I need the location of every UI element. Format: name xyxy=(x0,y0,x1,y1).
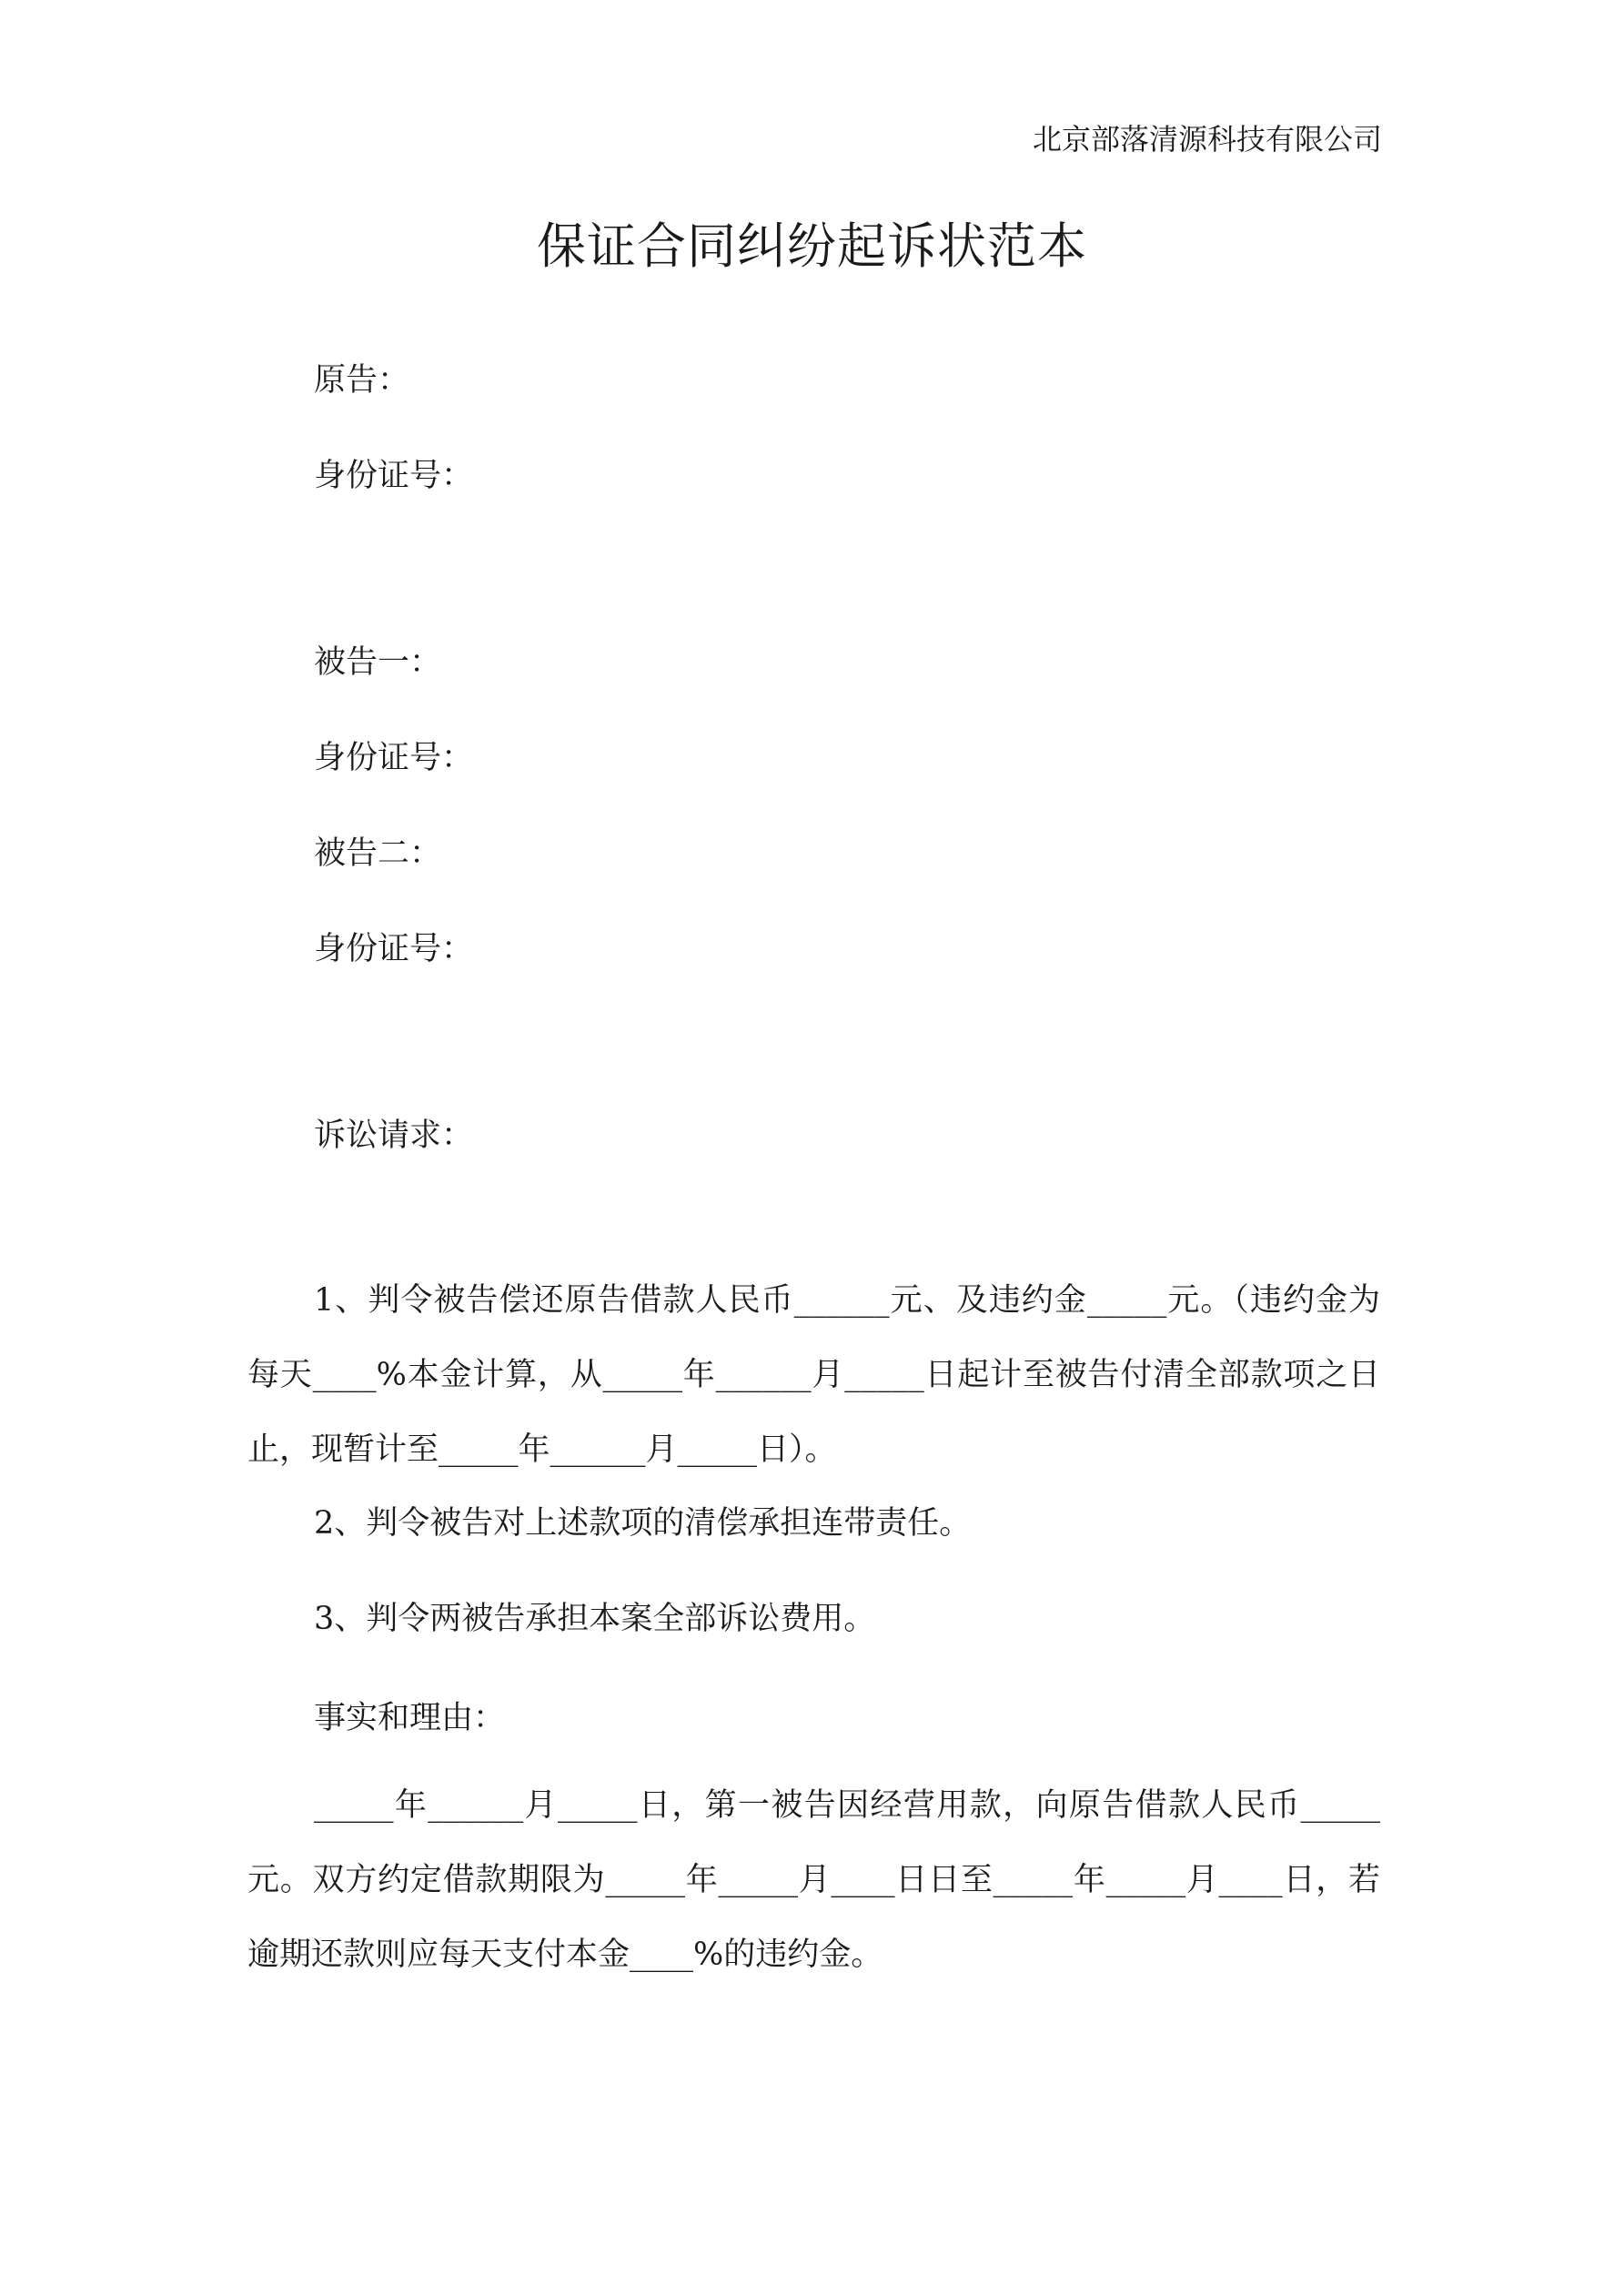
facts-paragraph: _____年______月_____日，第一被告因经营用款，向原告借款人民币_____元。双方约定借款期限为_____年_____月____日日至_____年_____月____日，若逾期还款则应每天支付本金____%的违约金。 xyxy=(247,1787,1380,1973)
plaintiff-id-label: 身份证号： xyxy=(314,458,474,494)
defendant-one-id-label: 身份证号： xyxy=(314,740,474,776)
claims-heading: 诉讼请求： xyxy=(314,1118,474,1154)
claim-item-3: 3、判令两被告承担本案全部诉讼费用。 xyxy=(314,1601,876,1637)
facts-heading: 事实和理由： xyxy=(314,1700,506,1736)
plaintiff-label: 原告： xyxy=(314,362,410,399)
company-header: 北京部落清源科技有限公司 xyxy=(1032,122,1382,157)
page-title: 保证合同纠纷起诉状范本 xyxy=(537,217,1087,275)
claim-item-2: 2、判令被告对上述款项的清偿承担连带责任。 xyxy=(314,1505,972,1542)
defendant-two-id-label: 身份证号： xyxy=(314,931,474,967)
claim-item-1: 1、判令被告偿还原告借款人民币______元、及违约金_____元。（违约金为每天____%本金计算，从_____年______月_____日起计至被告付清全部款项之日止，现暂计至_____年______月_____日）。 xyxy=(247,1282,1380,1468)
defendant-one-label: 被告一： xyxy=(314,644,442,681)
defendant-two-label: 被告二： xyxy=(314,835,442,872)
